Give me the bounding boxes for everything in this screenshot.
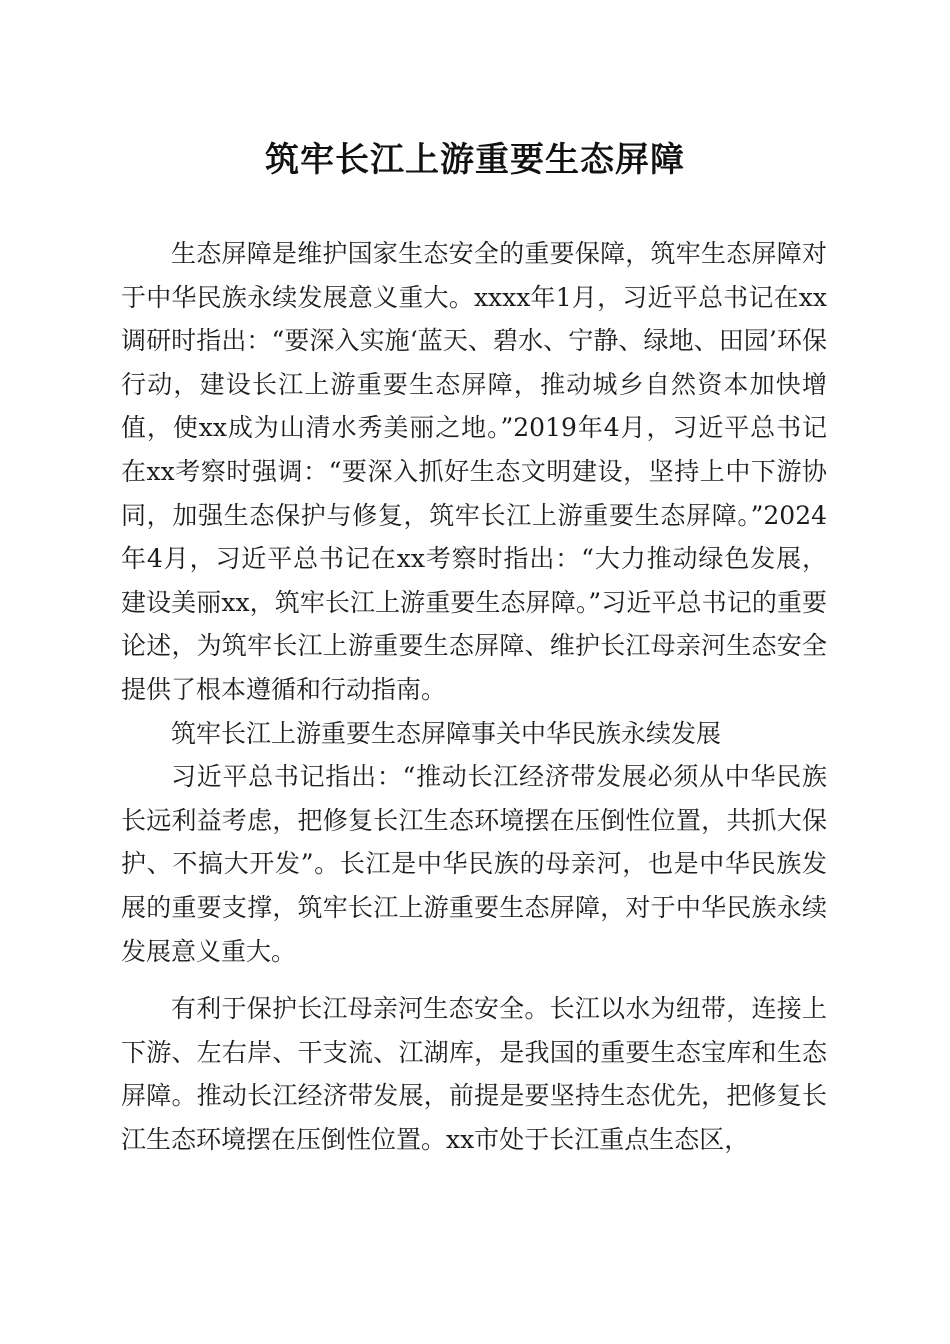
document-body — [121, 232, 827, 1161]
paragraph-protect-yangtze: 有利于保护长江母亲河生态安全。长江以水为纽带，连接上下游、左右岸、干支流、江湖库，是我国的重要生态宝库和生态屏障。推动长江经济带发展，前提是要坚持生态优先，把修复长江生态环境摆在压倒性位置。xx市处于长江重点生态区， — [121, 994, 827, 1154]
paragraph-xi-quote: 习近平总书记指出：“推动长江经济带发展必须从中华民族长远利益考虑，把修复长江生态环境摆在压倒性位置，共抓大保护、不搞大开发”。长江是中华民族的母亲河，也是中华民族发展的重要支撑，筑牢长江上游重要生态屏障，对于中华民族永续发展意义重大。 — [121, 762, 827, 966]
section-heading: 筑牢长江上游重要生态屏障事关中华民族永续发展 — [171, 718, 722, 748]
paragraph-intro: 生态屏障是维护国家生态安全的重要保障，筑牢生态屏障对于中华民族永续发展意义重大。xxxx年1月，习近平总书记在xx调研时指出：“要深入实施‘蓝天、碧水、宁静、绿地、田园’环保行动，建设长江上游重要生态屏障，推动城乡自然资本加快增值，使xx成为山清水秀美丽之地。”2019年4月，习近平总书记在xx考察时强调：“要深入抓好生态文明建设，坚持上中下游协同，加强生态保护与修复，筑牢长江上游重要生态屏障。”2024年4月，习近平总书记在xx考察时指出：“大力推动绿色发展，建设美丽xx，筑牢长江上游重要生态屏障。”习近平总书记的重要论述，为筑牢长江上游重要生态屏障、维护长江母亲河生态安全提供了根本遵循和行动指南。 — [121, 239, 827, 704]
document-title: 筑牢长江上游重要生态屏障 — [265, 140, 685, 180]
